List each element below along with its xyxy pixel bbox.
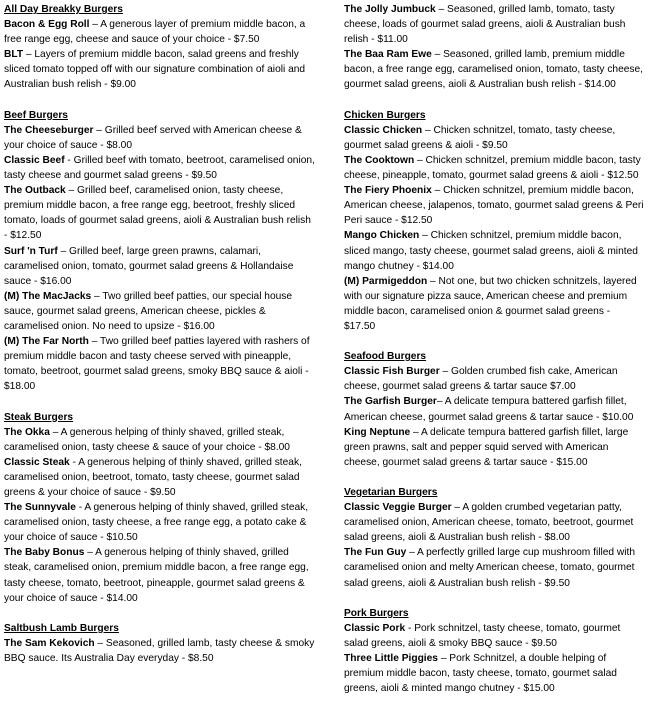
menu-item-description: – Two grilled beef patties, our special house sauce, gourmet salad greens, American cheese, pickles & caramelised onion. No need to upsize - $16.00: [4, 290, 293, 332]
menu-section-saltbush-lamb-burgers: [4, 621, 316, 666]
menu-item-description: - A generous helping of thinly shaved, grilled steak, caramelised onion, tasty cheese, a free range egg, a potato cake & your choice of sauce - $10.50: [4, 502, 309, 544]
section-title: Vegetarian Burgers: [344, 487, 438, 498]
menu-item: [4, 334, 316, 394]
menu-item-description: – A generous helping of thinly shaved, grilled steak, caramelised onion, tasty cheese & sauce of your choice - $8.00: [4, 426, 290, 453]
menu-item-name: The Sunnyvale: [4, 502, 76, 514]
menu-section-chicken-burgers: [344, 108, 644, 334]
menu-item-description: - Pork schnitzel, tasty cheese, tomato, gourmet salad greens, aioli & smoky BBQ sauce - $9.50: [344, 622, 621, 649]
menu-item: [4, 47, 316, 92]
menu-item-description: – Two grilled beef patties layered with rashers of premium middle bacon and tasty cheese served with pineapple, tomato, beetroot, gourmet salad greens, smoky BBQ sauce & aioli - $18.00: [4, 336, 310, 393]
section-title: Beef Burgers: [4, 109, 68, 121]
menu-item: [4, 636, 316, 666]
menu-item: [344, 183, 644, 228]
menu-item-description: – Grilled beef served with American cheese & your choice of sauce - $8.00: [4, 124, 302, 151]
section-title: Saltbush Lamb Burgers: [4, 622, 119, 634]
menu-section-steak-burgers: [4, 410, 316, 606]
menu-item: [4, 17, 316, 47]
menu-item-description: – A delicate tempura battered garfish fillet, American cheese, gourmet salad greens & tartar sauce - $10.00: [344, 396, 634, 423]
menu-item: [344, 47, 644, 92]
menu-item-description: – Not one, but two chicken schnitzels, layered with our signature pizza sauce, American cheese and premium middle bacon, caramelised onion & gourmet salad greens - $17.50: [344, 275, 637, 332]
menu-item: [344, 500, 644, 545]
menu-item: [344, 651, 644, 696]
menu-section-all-day-breakky-burgers: [4, 2, 316, 93]
menu-column-left: [4, 2, 316, 681]
menu-item-name: Classic Pork: [344, 622, 406, 634]
menu-item-description: – Golden crumbed fish cake, American cheese, gourmet salad greens & tartar sauce $7.00: [344, 366, 618, 393]
section-title: Steak Burgers: [4, 411, 74, 423]
menu-column-right: [344, 2, 644, 711]
menu-item-name: The Jolly Jumbuck: [344, 4, 436, 15]
section-title: Pork Burgers: [344, 607, 409, 619]
menu-item-name: Classic Fish Burger: [344, 366, 440, 378]
menu-item: [344, 364, 644, 394]
menu-item-name: Three Little Piggies: [344, 653, 438, 665]
menu-item: [4, 289, 316, 334]
menu-item-description: – Pork Schnitzel, a double helping of premium middle bacon, tasty cheese, tomato, gourmet salad greens, aioli & minted mango chutney - $15.00: [344, 653, 617, 695]
menu-item-description: – Layers of premium middle bacon, salad greens and freshly sliced tomato topped off with our signature combination of aioli and Australian bush relish - $9.00: [4, 49, 306, 91]
menu-item-name: (M) The Far North: [4, 336, 89, 348]
section-title: Chicken Burgers: [344, 109, 426, 121]
menu-item-name: (M) The MacJacks: [4, 290, 92, 302]
menu-item: [4, 183, 316, 243]
menu-item: [344, 274, 644, 334]
menu-item: [344, 394, 644, 424]
menu-item: [344, 123, 644, 153]
menu-section-seafood-burgers: [344, 349, 644, 470]
menu-item-description: – A generous layer of premium middle bacon, a free range egg, cheese and sauce of your choice - $7.50: [4, 19, 306, 46]
menu-item-description: – Seasoned, grilled lamb, tasty cheese & smoky BBQ sauce. Its Australia Day everyday - $8.50: [4, 637, 315, 665]
menu-item-name: Mango Chicken: [344, 230, 420, 242]
menu-item: [4, 545, 316, 605]
menu-item: [4, 425, 316, 455]
menu-item-name: Classic Steak: [4, 456, 70, 468]
menu-item-description: – Seasoned, grilled lamb, premium middle bacon, a free range egg, caramelised onion, tomato, tasty cheese, gourmet salad greens, aioli & Australian bush relish - $14.00: [344, 49, 644, 91]
menu-item-name: The Cheeseburger: [4, 124, 94, 136]
menu-item-name: BLT: [4, 49, 24, 61]
menu-item-name: The Fun Guy: [344, 547, 407, 559]
menu-item-name: The Outback: [4, 185, 66, 197]
menu-item-description: – A delicate tempura battered garfish fillet, large green prawns, salt and pepper squid served with American cheese, gourmet salad greens & tartar sauce - $15.00: [344, 426, 629, 468]
section-title: Seafood Burgers: [344, 351, 427, 363]
menu-item-description: – Chicken schnitzel, premium middle bacon, sliced mango, tasty cheese, gourmet salad greens, aioli & minted mango chutney - $14.00: [344, 230, 638, 272]
menu-item-name: Surf 'n Turf: [4, 245, 58, 257]
menu-item-name: Classic Chicken: [344, 124, 423, 136]
menu-item: [344, 228, 644, 273]
menu-item-description: – A generous helping of thinly shaved, grilled steak, caramelised onion, premium middle bacon, a free range egg, tasty cheese, tomato, beetroot, pineapple, gourmet salad greens & your choice of sauce - $14.00: [4, 547, 309, 604]
menu-item-name: The Sam Kekovich: [4, 637, 95, 649]
menu-item-name: Classic Beef: [4, 154, 65, 166]
menu-item: [344, 425, 644, 470]
menu-section-vegetarian-burgers: [344, 485, 644, 591]
menu-item-name: The Fiery Phoenix: [344, 185, 432, 197]
menu-section-pork-burgers: [344, 606, 644, 697]
menu-item: [344, 621, 644, 651]
menu-item-name: The Cooktown: [344, 154, 415, 166]
menu-item-name: The Baa Ram Ewe: [344, 49, 432, 61]
menu-item: [4, 244, 316, 289]
menu-item-description: - Grilled beef with tomato, beetroot, caramelised onion, tasty cheese and gourmet salad greens - $9.50: [4, 154, 315, 182]
menu-item: [344, 2, 644, 47]
menu-item: [4, 153, 316, 183]
menu-item-description: – Grilled beef, caramelised onion, tasty cheese, premium middle bacon, a free range egg, beetroot, freshly sliced tomato, loads of gourmet salad greens, aioli & Australian bush relish - $12.50: [4, 185, 311, 242]
menu-item-name: The Garfish Burger: [344, 396, 437, 408]
menu-item: [344, 545, 644, 590]
menu-item-description: – Chicken schnitzel, tomato, tasty cheese, gourmet salad greens & aioli - $9.50: [344, 124, 616, 151]
menu-section-continued: [344, 2, 644, 93]
menu-item-description: – A golden crumbed vegetarian patty, caramelised onion, American cheese, tomato, beetroot, gourmet salad greens, aioli & Australian bush relish - $8.00: [344, 502, 634, 544]
menu-item: [4, 123, 316, 153]
menu-item-name: Bacon & Egg Roll: [4, 19, 90, 31]
menu-item-description: - A generous helping of thinly shaved, grilled steak, caramelised onion, beetroot, tomato, tasty cheese, gourmet salad greens & your choice of sauce - $9.50: [4, 456, 302, 498]
menu-item-name: The Baby Bonus: [4, 547, 85, 559]
menu-section-beef-burgers: [4, 108, 316, 395]
menu-item-description: – A perfectly grilled large cup mushroom filled with caramelised onion and melty American cheese, tomato, gourmet salad greens, aioli & Australian bush relish - $9.50: [344, 547, 636, 589]
menu-item: [4, 455, 316, 500]
menu-item-name: (M) Parmigeddon: [344, 275, 428, 287]
menu-item-name: King Neptune: [344, 426, 411, 438]
menu-item-description: – Chicken schnitzel, premium middle bacon, tasty cheese, pineapple, tomato, gourmet salad greens & aioli - $12.50: [344, 154, 641, 182]
menu-item: [4, 500, 316, 545]
menu-item: [344, 153, 644, 183]
section-title: All Day Breakky Burgers: [4, 4, 123, 15]
menu-item-description: – Seasoned, grilled lamb, tomato, tasty cheese, loads of gourmet salad greens, aioli & Australian bush relish - $11.00: [344, 4, 626, 46]
menu-item-description: – Grilled beef, large green prawns, calamari, caramelised onion, tomato, gourmet salad greens & Hollandaise sauce - $16.00: [4, 245, 294, 287]
menu-item-description: – Chicken schnitzel, premium middle bacon, American cheese, jalapenos, tomato, gourmet salad greens & Peri Peri sauce - $12.50: [344, 185, 644, 227]
menu-item-name: The Okka: [4, 426, 50, 438]
menu-item-name: Classic Veggie Burger: [344, 502, 452, 514]
